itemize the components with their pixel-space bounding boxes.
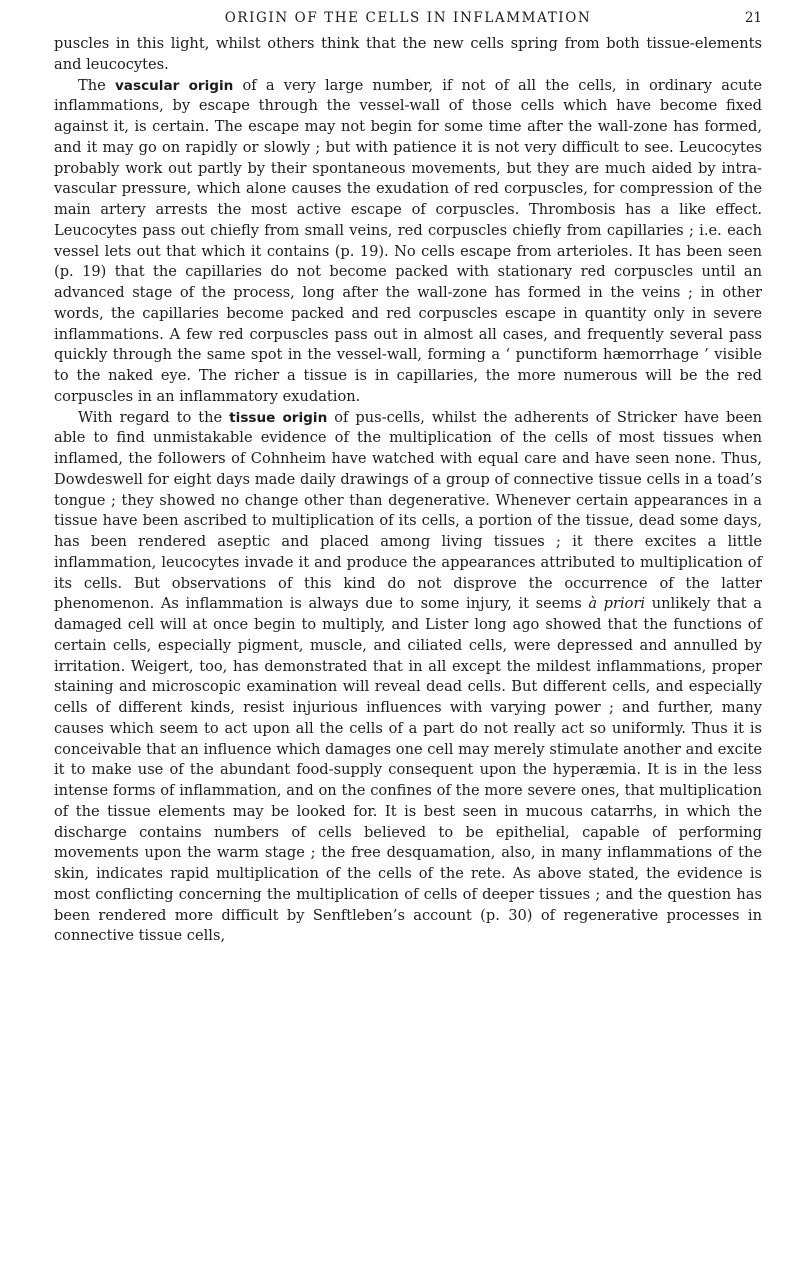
- paragraph-2-lead: The: [78, 76, 115, 94]
- term-a-priori: à priori: [588, 595, 646, 613]
- paragraph-2-text: of a very large number, if not of all the cells, in ordinary acute inflammations, by escape through the vessel-wall of those cells which have become fixed against it, is certain. The escape may not begin for some time after the wall-zone has formed, and it may go on rapidly or slowly ; but with patience it is not very difficult to see. Leucocytes probably work out partly by their spontaneous movements, but they are much aided by intra-vascular pressure, which alone causes the exudation of red corpuscles, for compression of the main artery arrests the most active escape of corpuscles. Thrombosis has a like effect. Leucocytes pass out chiefly from small veins, red corpuscles chiefly from capillaries ; i.e. each vessel lets out that which it contains (p. 19). No cells escape from arterioles. It has been seen (p. 19) that the capillaries do not become packed with stationary red corpuscles until an advanced stage of the process, long after the wall-zone has formed in the veins ; in other words, the capillaries become packed and red corpuscles escape in quantity only in severe inflammations. A few red corpuscles pass out in almost all cases, and frequently several pass quickly through the same spot in the vessel-wall, forming a ‘ punctiform hæmorrhage ’ visible to the naked eye. The richer a tissue is in capillaries, the more numerous will be the red corpuscles in an inflammatory exudation.: [54, 76, 762, 405]
- paragraph-3-text-continued: unlikely that a damaged cell will at once begin to multiply, and Lister long ago showed that the functions of certain cells, especially pigment, muscle, and ciliated cells, were depressed and annulled by irritation. Weigert, too, has demonstrated that in all except the mildest inflammations, proper staining and microscopic examination will reveal dead cells. But different cells, and especially cells of different kinds, resist injurious influences with varying power ; and further, many causes which seem to act upon all the cells of a part do not really act so uniformly. Thus it is conceivable that an influence which damages one cell may merely stimulate another and excite it to make use of the abundant food-supply consequent upon the hyperæmia. It is in the less intense forms of inflammation, and on the confines of the more severe ones, that multiplication of the tissue elements may be looked for. It is best seen in mucous catarrhs, in which the discharge contains numbers of cells believed to be epithelial, capable of performing movements upon the warm stage ; the free desquamation, also, in many inflammations of the skin, indicates rapid multiplication of the cells of the rete. As above stated, the evidence is most conflicting concerning the multiplication of cells of deeper tissues ; and the question has been rendered more difficult by Senftleben’s account (p. 30) of regenerative processes in connective tissue cells,: [54, 595, 762, 945]
- paragraph-tissue-origin: [54, 408, 762, 948]
- term-vascular-origin: vascular origin: [114, 77, 234, 94]
- paragraph-1-text: puscles in this light, whilst others think that the new cells spring from both tissue-elements and leucocytes.: [54, 35, 762, 73]
- term-tissue-origin: tissue origin: [229, 409, 328, 426]
- running-title: ORIGIN OF THE CELLS IN INFLAMMATION: [224, 10, 592, 26]
- paragraph-3-text: of pus-cells, whilst the adherents of Stricker have been able to find unmistakable evidence of the multiplication of the cells of most tissues when inflamed, the followers of Cohnheim have watched with equal care and have seen none. Thus, Dowdeswell for eight days made daily drawings of a group of connective tissue cells in a toad’s tongue ; they showed no change other than degenerative. Whenever certain appearances in a tissue have been ascribed to multiplication of its cells, a portion of the tissue, dead some days, has been rendered aseptic and placed among living tissues ; it there excites a little inflammation, leucocytes invade it and produce the appearances attributed to multiplication of its cells. But observations of this kind do not disprove the occurrence of the latter phenomenon. As inflammation is always due to some injury, it seems: [54, 408, 762, 613]
- running-header: [54, 6, 762, 34]
- page-number: 21: [744, 10, 762, 26]
- paragraph-3-lead: With regard to the: [78, 408, 230, 426]
- body-text: [54, 34, 762, 947]
- paragraph-1: [54, 34, 762, 76]
- paragraph-vascular-origin: [54, 76, 762, 408]
